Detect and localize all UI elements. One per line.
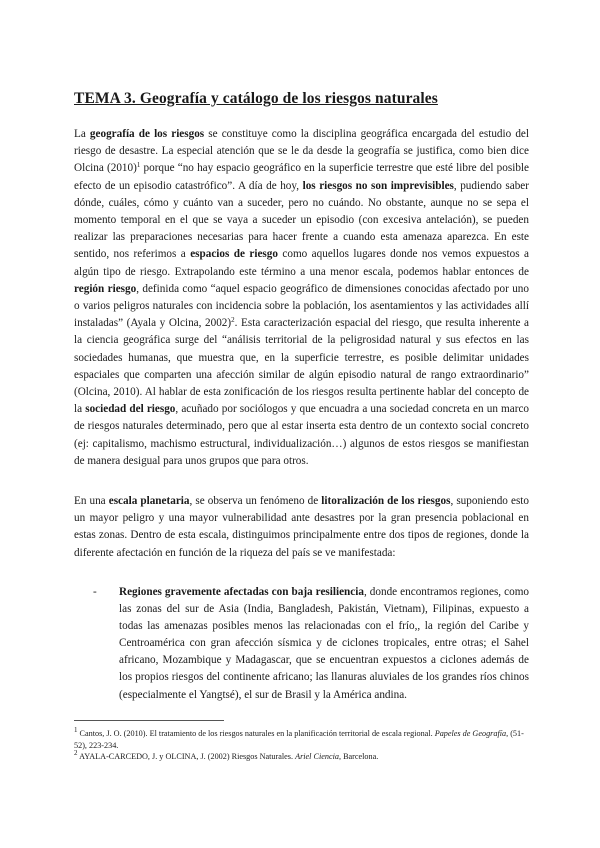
text: Cantos, J. O. (2010). El tratamiento de los riesgos naturales en la planificación territorial de escala regional. [77, 729, 435, 738]
text: porque “no hay espacio geográfico en la superficie terrestre que esté libre del posible efecto de un episodio catastrófico”. A día de hoy, [74, 162, 529, 192]
text: . Esta caracterización espacial del riesgo, que resulta inherente a la ciencia geográfica surge del “análisis territorial de la peligrosidad natural y sus efectos en las sociedades humanas, que muestra que, en la superficie terrestre, es posible delimitar unidades espaciales que comparten una afección similar de algún episodio natural de rango extraordinario” (Olcina, 2010). Al hablar de esta zonificación de los riesgos resulta pertinente hablar del concepto de la [74, 317, 530, 416]
bold-term: escala planetaria [108, 495, 190, 507]
bold-term: espacios de riesgo [190, 248, 278, 261]
text: , definida como “aquel espacio geográfico de dimensiones conocidas afectado por uno o varios peligros naturales con incidencia sobre la población, los asentamientos y las actividades allí instaladas” (Ayala y Olcina, 2002) [74, 282, 529, 330]
footnote-2 [74, 751, 534, 763]
bold-term: geografía de los riesgos [89, 128, 205, 140]
text: La [74, 128, 90, 140]
text: En una [74, 495, 109, 507]
text: , suponiendo esto un mayor peligro y una mayor vulnerabilidad ante desastres por la gran presencia poblacional en estas zonas. Dentro de esta escala, distinguimos principalmente entre dos tipos de regiones, donde la diferente afectación en función de la riqueza del país se ve manifestada: [74, 495, 529, 559]
text: , pudiendo saber dónde, cuáles, cómo y cuánto van a suceder, pero no cuándo. No obstante, aunque no se sepa el momento temporal en el que se vaya a suceder un episodio (con excesiva antelación), se pueden realizar las preparaciones necesarias para hacer frente a cuando esta amenaza aparezca. En este sentido, nos referimos a [74, 179, 529, 261]
bold-term: los riesgos no son imprevisibles [302, 179, 454, 192]
text: , donde encontramos regiones, como las zonas del sur de Asia (India, Bangladesh, Pakistán, Vietnam), Filipinas, expuesto a todas las amenazas posibles menos las relacionadas con el frío,, la región del Caribe y Centroamérica con gran afección sísmica y de ciclones tropicales, entre otras; el Sahel africano, Mozambique y Madagascar, que se encuentran expuestos a ciclones además de los propios riesgos del continente africano; las llanuras aluviales de los grandes ríos chinos (especialmente el Yangtsé), el sur de Brasil y la América andina. [119, 586, 529, 701]
bold-term: litoralización de los riesgos [321, 495, 451, 507]
footnote-divider [74, 720, 224, 721]
footnote-1 [74, 728, 534, 751]
paragraph-1 [74, 126, 529, 470]
footnote-number: 2 [74, 749, 78, 757]
text: , se observa un fenómeno de [189, 495, 322, 507]
text: AYALA-CARCEDO, J. y OLCINA, J. (2002) Riesgos Naturales. [77, 752, 296, 761]
text: , Barcelona. [338, 752, 379, 761]
text: , (51-52), 223-234. [74, 729, 524, 750]
page-title: TEMA 3. Geografía y catálogo de los riesgos naturales [74, 90, 438, 107]
bold-term: Regiones gravemente afectadas con baja resiliencia [119, 586, 364, 598]
journal-title: Papeles de Geografía [434, 729, 507, 738]
text: se constituye como la disciplina geográfica encargada del estudio del riesgo de desastre. La especial atención que se le da desde la geografía se justifica, como bien dice Olcina (2010) [74, 128, 529, 175]
list-bullet: - [93, 586, 97, 598]
text: como aquellos lugares donde nos vemos expuestos a algún tipo de riesgo. Extrapolando este término a una menor escala, podemos hablar entonces de [74, 248, 529, 278]
footnote-ref[interactable]: 1 [136, 161, 141, 170]
bold-term: región riesgo [74, 282, 137, 295]
footnote-number: 1 [74, 726, 78, 734]
publisher-title: Ariel Ciencia [295, 752, 339, 761]
bold-term: sociedad del riesgo [85, 403, 176, 416]
footnote-ref[interactable]: 2 [231, 316, 235, 325]
text: , acuñado por sociólogos y que encuadra a una sociedad concreta en un marco de riesgos naturales determinado, pero que al estar inserta esta dentro de un contexto social concreto (ej: capitalismo, machismo estructural, individualización…) algunos de estos riesgos se manifiestan de manera desigual para unos grupos que para otros. [74, 403, 530, 467]
paragraph-2 [74, 493, 529, 562]
list-item [119, 584, 529, 704]
